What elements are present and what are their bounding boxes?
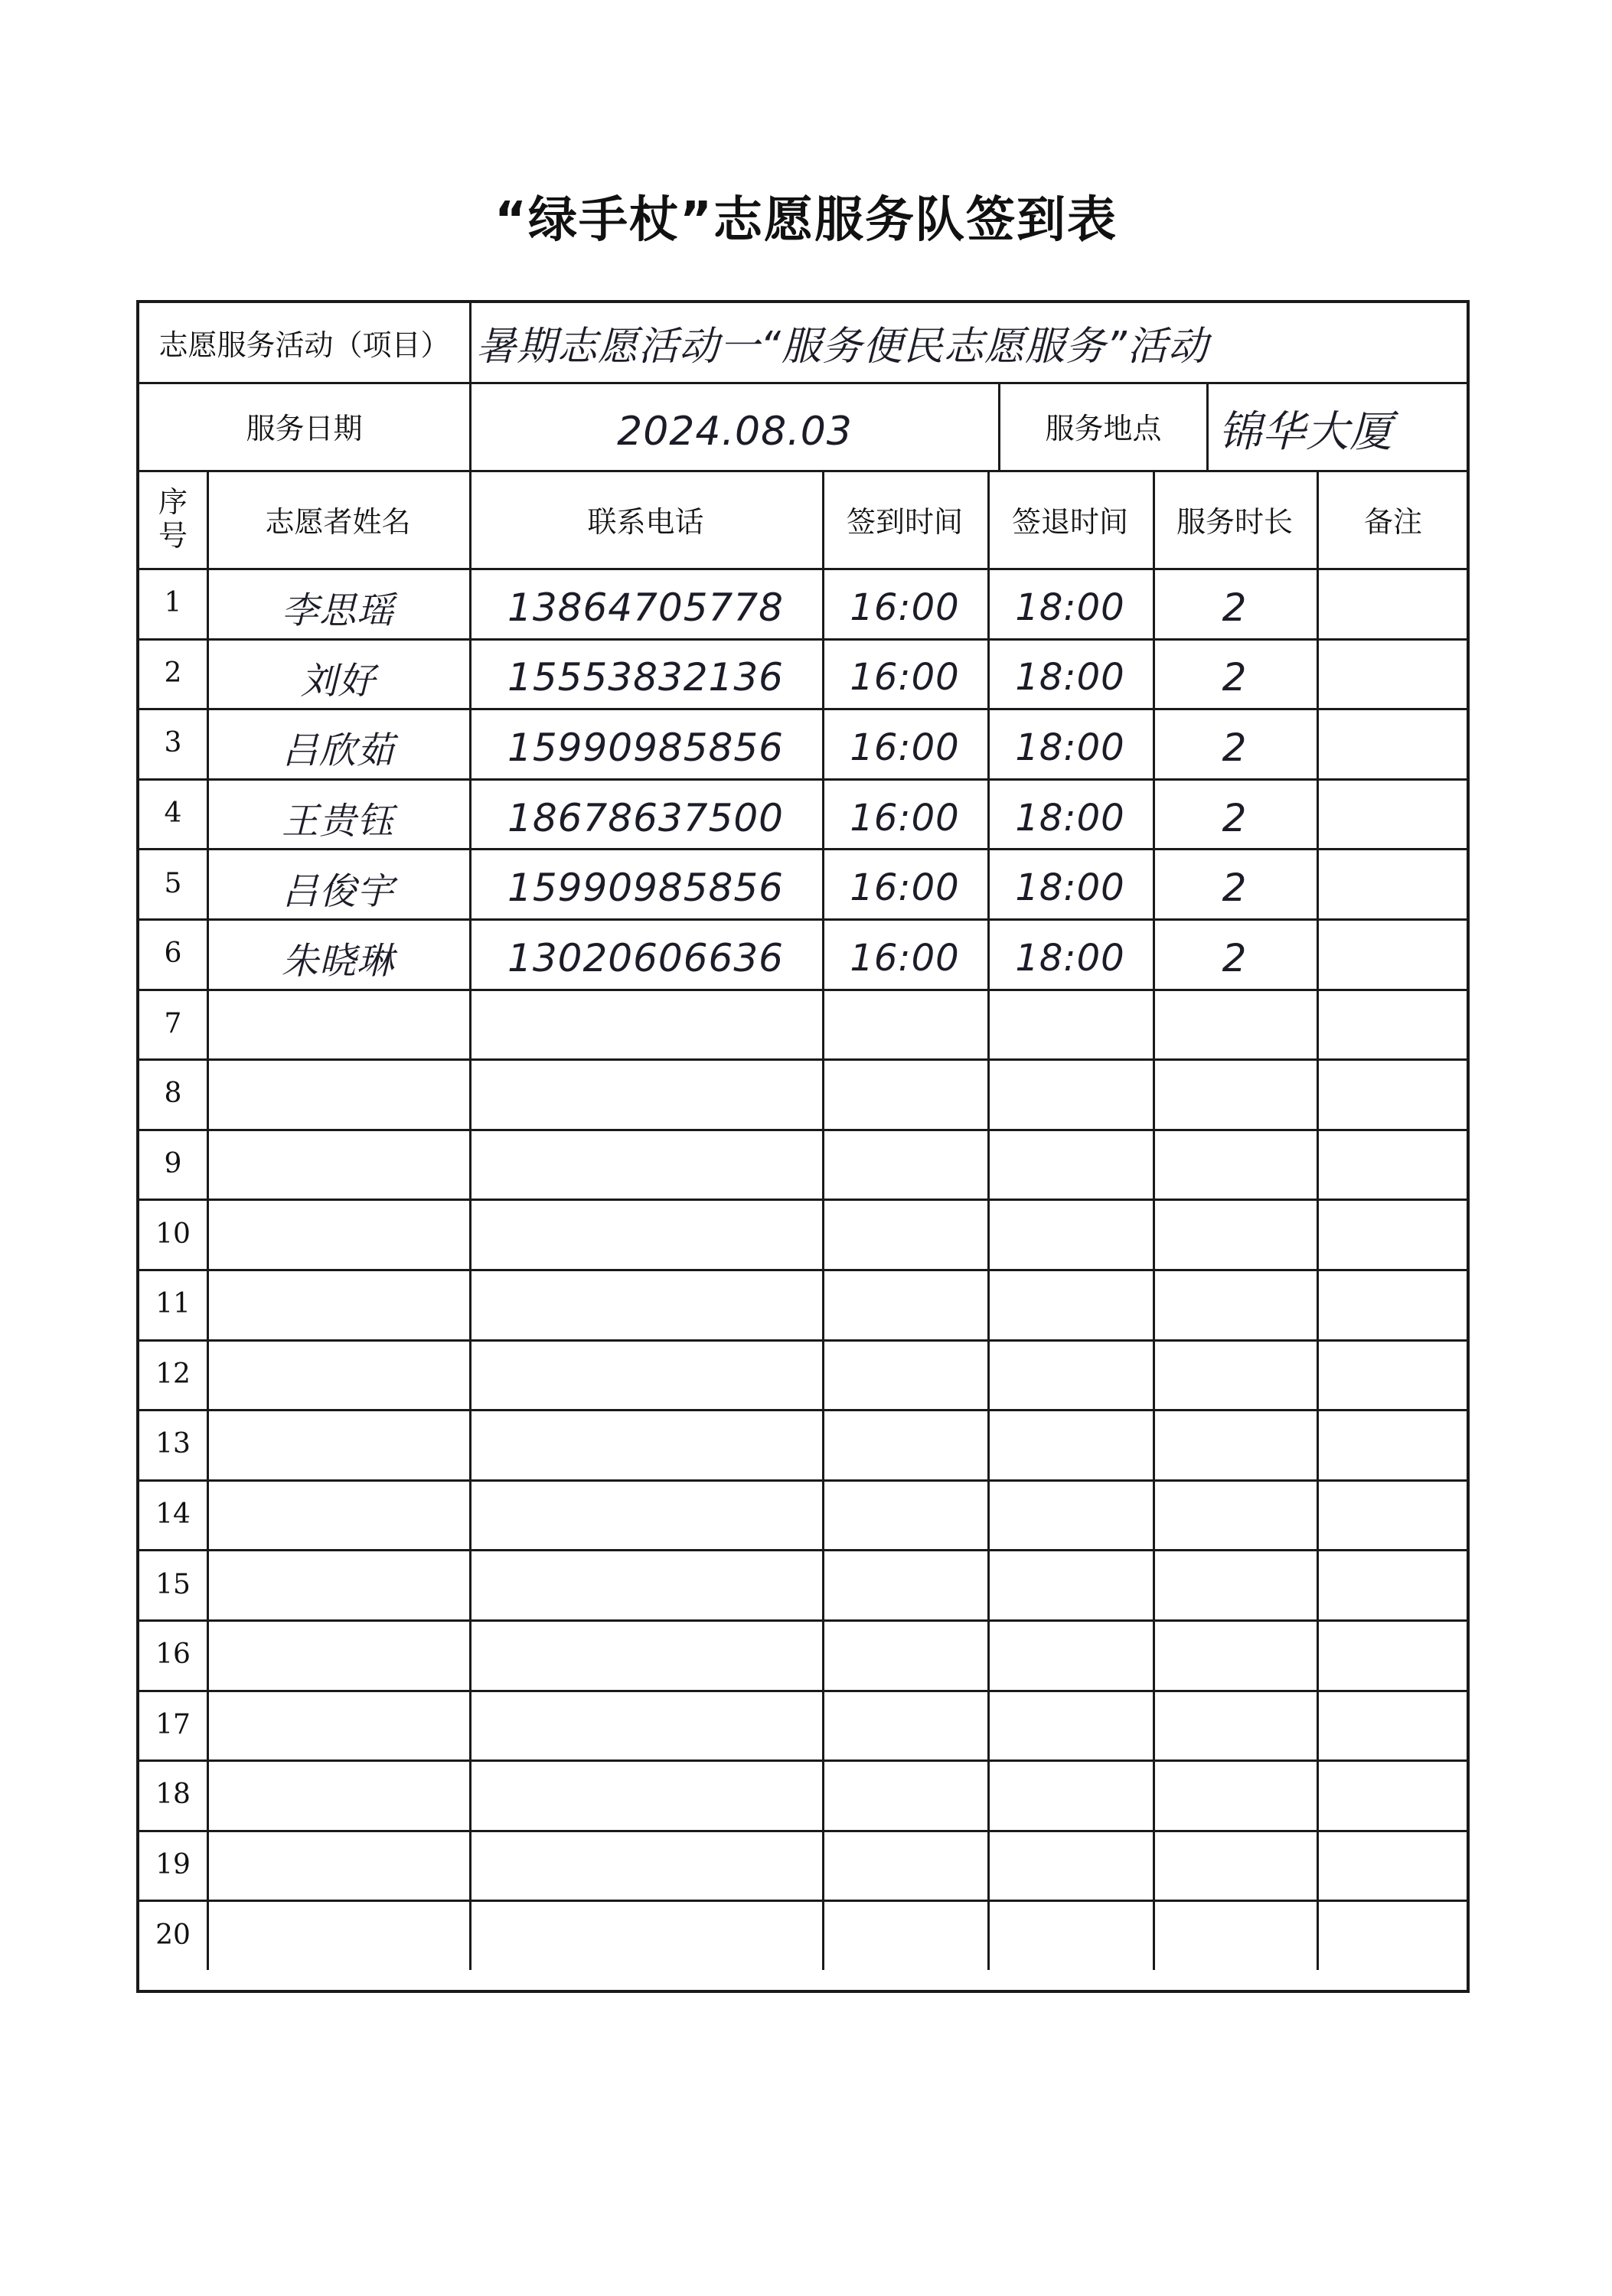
row-number: 9 — [164, 1148, 182, 1180]
remark-value — [1317, 1133, 1470, 1204]
sign-out-value: 18:00 — [1015, 936, 1125, 980]
remark-value — [1317, 1904, 1470, 1975]
remark-value — [1317, 923, 1470, 993]
remark-value — [1317, 713, 1470, 783]
phone-number: 13864705778 — [507, 585, 784, 630]
volunteer-name — [207, 1344, 469, 1414]
sign-out-value: 18:00 — [1015, 796, 1125, 840]
sign-out-value — [987, 993, 1153, 1064]
volunteer-name — [207, 1274, 469, 1344]
sign-in-value: 16:00 — [850, 656, 960, 700]
duration-value: 2 — [1222, 655, 1248, 700]
row-number: 11 — [155, 1288, 191, 1320]
phone-number — [469, 1554, 822, 1624]
phone-number — [469, 1694, 822, 1765]
remark-value — [1317, 783, 1470, 853]
sign-out-value — [987, 1835, 1153, 1905]
sign-out-value — [987, 1203, 1153, 1274]
remark-value — [1317, 572, 1470, 643]
header-label: 备注 — [1363, 504, 1422, 539]
sign-out-value — [987, 1904, 1153, 1975]
phone-number — [469, 1904, 822, 1975]
volunteer-name: 吕欣茹 — [281, 729, 394, 773]
row-number: 1 — [164, 587, 182, 619]
sign-in-value — [822, 1835, 987, 1905]
phone-number — [469, 1484, 822, 1554]
remark-value — [1317, 1835, 1470, 1905]
row-number: 17 — [155, 1708, 191, 1740]
sign-in-value — [822, 1414, 987, 1484]
row-number: 8 — [164, 1078, 182, 1110]
row-number: 18 — [155, 1779, 191, 1811]
sign-in-value — [822, 1133, 987, 1204]
remark-value — [1317, 1203, 1470, 1274]
header-label: 序号 — [158, 485, 188, 553]
phone-number — [469, 1133, 822, 1204]
sign-in-value: 16:00 — [850, 585, 960, 629]
row-number: 2 — [164, 657, 182, 689]
volunteer-name — [207, 1694, 469, 1765]
duration-value — [1153, 1624, 1317, 1694]
phone-number: 15990985856 — [507, 866, 784, 911]
remark-value — [1317, 1484, 1470, 1554]
phone-number — [469, 1835, 822, 1905]
phone-number — [469, 1624, 822, 1694]
row-number: 5 — [164, 867, 182, 899]
duration-value: 2 — [1222, 795, 1248, 840]
sign-in-value — [822, 1344, 987, 1414]
duration-value — [1153, 1904, 1317, 1975]
sign-in-value — [822, 1274, 987, 1344]
header-sign-out — [987, 470, 1153, 568]
sign-in-value — [822, 1624, 987, 1694]
duration-value: 2 — [1222, 585, 1248, 630]
sign-in-value: 16:00 — [850, 726, 960, 769]
sign-in-value — [822, 1203, 987, 1274]
header-name — [207, 470, 469, 568]
activity-label: 志愿服务活动（项目） — [158, 328, 450, 362]
sign-in-value — [822, 1694, 987, 1765]
sign-in-value: 16:00 — [850, 796, 960, 840]
sign-out-value — [987, 1133, 1153, 1204]
location-value: 锦华大厦 — [1219, 407, 1393, 457]
header-duration — [1153, 470, 1317, 568]
row-number: 14 — [155, 1499, 191, 1531]
sign-out-value — [987, 1344, 1153, 1414]
duration-value: 2 — [1222, 866, 1248, 911]
phone-number — [469, 1203, 822, 1274]
sign-out-value — [987, 1624, 1153, 1694]
duration-value — [1153, 1344, 1317, 1414]
sign-in-value — [822, 1063, 987, 1133]
header-label: 签退时间 — [1011, 504, 1128, 539]
sign-out-value — [987, 1274, 1153, 1344]
form-title: “绿手杖”志愿服务队签到表 — [494, 192, 1118, 249]
phone-number — [469, 1764, 822, 1835]
duration-value — [1153, 1203, 1317, 1274]
phone-number — [469, 993, 822, 1064]
header-label: 志愿者姓名 — [265, 504, 411, 539]
phone-number: 13020606636 — [507, 935, 784, 980]
row-divider — [139, 568, 1470, 570]
volunteer-name: 李思瑶 — [281, 589, 394, 633]
row-number: 19 — [155, 1849, 191, 1881]
phone-number — [469, 1344, 822, 1414]
remark-value — [1317, 1274, 1470, 1344]
remark-value — [1317, 643, 1470, 713]
sign-in-sheet — [136, 300, 1470, 1993]
volunteer-name — [207, 1203, 469, 1274]
volunteer-name — [207, 1414, 469, 1484]
volunteer-name — [207, 993, 469, 1064]
row-number: 7 — [164, 1007, 182, 1039]
row-number: 15 — [155, 1568, 191, 1600]
remark-value — [1317, 1694, 1470, 1765]
volunteer-name — [207, 1835, 469, 1905]
date-value: 2024.08.03 — [617, 409, 853, 455]
sign-out-value — [987, 1414, 1153, 1484]
volunteer-name: 王贵钰 — [281, 800, 394, 843]
date-label: 服务日期 — [246, 412, 363, 445]
sign-in-value: 16:00 — [850, 866, 960, 910]
remark-value — [1317, 1344, 1470, 1414]
remark-value — [1317, 1554, 1470, 1624]
activity-value: 暑期志愿活动一“服务便民志愿服务”活动 — [476, 324, 1209, 370]
remark-value — [1317, 1063, 1470, 1133]
header-label: 签到时间 — [846, 504, 963, 539]
row-number: 10 — [155, 1218, 191, 1250]
phone-number — [469, 1063, 822, 1133]
header-sign-in — [822, 470, 987, 568]
sign-out-value: 18:00 — [1015, 866, 1125, 910]
sign-out-value — [987, 1484, 1153, 1554]
remark-value — [1317, 993, 1470, 1064]
sign-out-value — [987, 1063, 1153, 1133]
duration-value — [1153, 1414, 1317, 1484]
sign-in-value — [822, 1764, 987, 1835]
column-divider — [1206, 382, 1209, 470]
sign-in-value — [822, 993, 987, 1064]
volunteer-name — [207, 1554, 469, 1624]
volunteer-name: 朱晓琳 — [281, 940, 394, 983]
header-phone — [469, 470, 822, 568]
phone-number: 18678637500 — [507, 795, 784, 840]
header-label: 联系电话 — [587, 504, 704, 539]
duration-value — [1153, 993, 1317, 1064]
volunteer-name — [207, 1484, 469, 1554]
duration-value — [1153, 1274, 1317, 1344]
header-remark — [1317, 470, 1470, 568]
duration-value — [1153, 1694, 1317, 1765]
phone-number: 15990985856 — [507, 725, 784, 770]
duration-value — [1153, 1133, 1317, 1204]
row-number: 13 — [155, 1428, 191, 1460]
header-seq — [139, 470, 207, 568]
duration-value — [1153, 1484, 1317, 1554]
duration-value — [1153, 1835, 1317, 1905]
row-number: 16 — [155, 1639, 191, 1671]
sign-out-value — [987, 1694, 1153, 1765]
remark-value — [1317, 1414, 1470, 1484]
duration-value: 2 — [1222, 935, 1248, 980]
phone-number: 15553832136 — [507, 655, 784, 700]
volunteer-name: 刘好 — [300, 659, 376, 703]
sign-in-value — [822, 1904, 987, 1975]
sign-out-value: 18:00 — [1015, 726, 1125, 769]
sign-in-value — [822, 1484, 987, 1554]
sign-out-value: 18:00 — [1015, 585, 1125, 629]
volunteer-name — [207, 1133, 469, 1204]
phone-number — [469, 1414, 822, 1484]
duration-value: 2 — [1222, 725, 1248, 770]
volunteer-name: 吕俊宇 — [281, 869, 394, 913]
remark-value — [1317, 853, 1470, 923]
remark-value — [1317, 1764, 1470, 1835]
duration-value — [1153, 1554, 1317, 1624]
header-label: 服务时长 — [1176, 504, 1293, 539]
volunteer-name — [207, 1904, 469, 1975]
row-number: 6 — [164, 938, 182, 970]
remark-value — [1317, 1624, 1470, 1694]
row-number: 3 — [164, 727, 182, 759]
volunteer-name — [207, 1624, 469, 1694]
row-number: 4 — [164, 797, 182, 830]
location-label: 服务地点 — [1045, 412, 1162, 445]
row-number: 12 — [155, 1358, 191, 1390]
sign-in-value: 16:00 — [850, 936, 960, 980]
sign-in-value — [822, 1554, 987, 1624]
row-number: 20 — [155, 1919, 191, 1951]
sign-out-value — [987, 1554, 1153, 1624]
duration-value — [1153, 1063, 1317, 1133]
volunteer-name — [207, 1063, 469, 1133]
phone-number — [469, 1274, 822, 1344]
volunteer-name — [207, 1764, 469, 1835]
duration-value — [1153, 1764, 1317, 1835]
sign-out-value — [987, 1764, 1153, 1835]
sign-out-value: 18:00 — [1015, 656, 1125, 700]
